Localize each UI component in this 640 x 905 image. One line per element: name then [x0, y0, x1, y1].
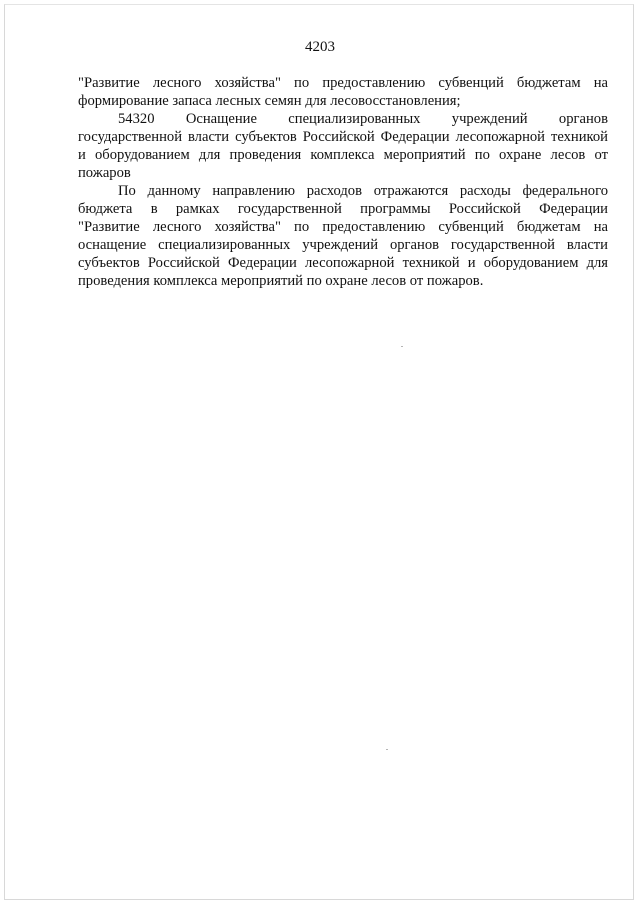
text-line: формирование запаса лесных семян для лесовосстановления; — [78, 93, 461, 109]
text-line: "Развитие лесного хозяйства" по предоставлению субвенций бюджетам на — [78, 219, 608, 235]
text-line: бюджета в рамках государственной программы Российской Федерации — [78, 201, 608, 217]
text-line: проведения комплекса мероприятий по охране лесов от пожаров. — [78, 273, 484, 289]
page-number: 4203 — [305, 39, 335, 55]
text-line: и оборудованием для проведения комплекса мероприятий по охране лесов от — [78, 147, 608, 163]
scan-speck — [386, 749, 388, 750]
document-body — [78, 74, 608, 290]
text-line: "Развитие лесного хозяйства" по предоставлению субвенций бюджетам на — [78, 75, 608, 91]
text-line: государственной власти субъектов Российской Федерации лесопожарной техникой — [78, 129, 608, 145]
text-line: 54320 Оснащение специализированных учреждений органов — [118, 111, 608, 127]
scan-speck — [401, 346, 403, 347]
text-line: По данному направлению расходов отражаются расходы федерального — [118, 183, 608, 199]
text-line: субъектов Российской Федерации лесопожарной техникой и оборудованием для — [78, 255, 608, 271]
text-line: пожаров — [78, 165, 131, 181]
text-line: оснащение специализированных учреждений органов государственной власти — [78, 237, 608, 253]
